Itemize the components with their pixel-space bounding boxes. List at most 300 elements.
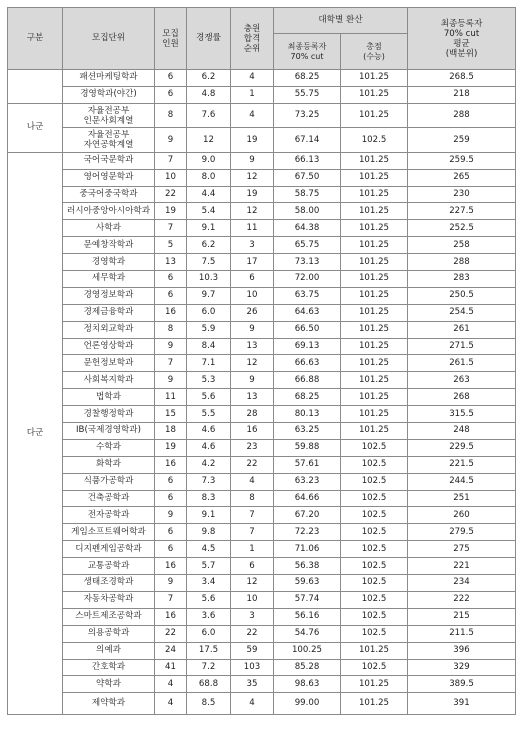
header-final-cut: 최종등록자 70% cut bbox=[274, 34, 341, 70]
final-cut-cell: 56.16 bbox=[274, 608, 341, 625]
total-cell: 101.25 bbox=[341, 169, 408, 186]
final-cut-cell: 59.88 bbox=[274, 439, 341, 456]
rank-cell: 23 bbox=[231, 439, 274, 456]
dept-cell: 게임소프트웨어학과 bbox=[63, 524, 155, 541]
quota-cell: 6 bbox=[155, 271, 187, 288]
dept-cell: 의용공학과 bbox=[63, 625, 155, 642]
quota-cell: 19 bbox=[155, 439, 187, 456]
dept-cell: 러시아중앙아시아학과 bbox=[63, 203, 155, 220]
final-cut-cell: 58.75 bbox=[274, 186, 341, 203]
dept-cell: 약학과 bbox=[63, 676, 155, 693]
ratio-cell: 3.4 bbox=[187, 575, 231, 592]
dept-cell: 자율전공부 인문사회계열 bbox=[63, 103, 155, 128]
quota-cell: 6 bbox=[155, 490, 187, 507]
ratio-cell: 17.5 bbox=[187, 642, 231, 659]
rank-cell: 10 bbox=[231, 591, 274, 608]
rank-cell: 19 bbox=[231, 128, 274, 153]
total-cell: 101.25 bbox=[341, 372, 408, 389]
dept-cell: 패션마케팅학과 bbox=[63, 70, 155, 87]
total-cell: 101.25 bbox=[341, 693, 408, 715]
table-row bbox=[8, 169, 516, 186]
dept-cell: 경영학과 bbox=[63, 254, 155, 271]
rank-cell: 1 bbox=[231, 86, 274, 103]
table-row bbox=[8, 490, 516, 507]
average-cell: 259.5 bbox=[408, 152, 516, 169]
quota-cell: 7 bbox=[155, 220, 187, 237]
average-cell: 263 bbox=[408, 372, 516, 389]
ratio-cell: 10.3 bbox=[187, 271, 231, 288]
average-cell: 279.5 bbox=[408, 524, 516, 541]
average-cell: 261.5 bbox=[408, 355, 516, 372]
final-cut-cell: 72.00 bbox=[274, 271, 341, 288]
rank-cell: 22 bbox=[231, 625, 274, 642]
rank-cell: 26 bbox=[231, 304, 274, 321]
total-cell: 102.5 bbox=[341, 591, 408, 608]
dept-cell: 디지펜게임공학과 bbox=[63, 541, 155, 558]
ratio-cell: 6.0 bbox=[187, 625, 231, 642]
dept-cell: 정치외교학과 bbox=[63, 321, 155, 338]
total-cell: 101.25 bbox=[341, 355, 408, 372]
table-row bbox=[8, 507, 516, 524]
average-cell: 329 bbox=[408, 659, 516, 676]
total-cell: 101.25 bbox=[341, 186, 408, 203]
ratio-cell: 9.8 bbox=[187, 524, 231, 541]
total-cell: 101.25 bbox=[341, 203, 408, 220]
average-cell: 271.5 bbox=[408, 338, 516, 355]
ratio-cell: 9.1 bbox=[187, 507, 231, 524]
rank-cell: 12 bbox=[231, 575, 274, 592]
table-row bbox=[8, 372, 516, 389]
total-cell: 102.5 bbox=[341, 608, 408, 625]
final-cut-cell: 64.38 bbox=[274, 220, 341, 237]
average-cell: 259 bbox=[408, 128, 516, 153]
average-cell: 230 bbox=[408, 186, 516, 203]
ratio-cell: 8.3 bbox=[187, 490, 231, 507]
ratio-cell: 5.6 bbox=[187, 389, 231, 406]
dept-cell: 경영정보학과 bbox=[63, 287, 155, 304]
final-cut-cell: 67.20 bbox=[274, 507, 341, 524]
average-cell: 275 bbox=[408, 541, 516, 558]
ratio-cell: 6.0 bbox=[187, 304, 231, 321]
dept-cell: 경찰행정학과 bbox=[63, 406, 155, 423]
final-cut-cell: 66.13 bbox=[274, 152, 341, 169]
quota-cell: 7 bbox=[155, 355, 187, 372]
table-row bbox=[8, 152, 516, 169]
quota-cell: 6 bbox=[155, 287, 187, 304]
rank-cell: 8 bbox=[231, 490, 274, 507]
rank-cell: 103 bbox=[231, 659, 274, 676]
average-cell: 227.5 bbox=[408, 203, 516, 220]
average-cell: 234 bbox=[408, 575, 516, 592]
ratio-cell: 5.4 bbox=[187, 203, 231, 220]
total-cell: 101.25 bbox=[341, 237, 408, 254]
average-cell: 221.5 bbox=[408, 456, 516, 473]
table-row bbox=[8, 693, 516, 715]
final-cut-cell: 100.25 bbox=[274, 642, 341, 659]
final-cut-cell: 67.50 bbox=[274, 169, 341, 186]
total-cell: 102.5 bbox=[341, 558, 408, 575]
table-row bbox=[8, 287, 516, 304]
ratio-cell: 8.4 bbox=[187, 338, 231, 355]
rank-cell: 3 bbox=[231, 608, 274, 625]
ratio-cell: 4.6 bbox=[187, 423, 231, 440]
average-cell: 315.5 bbox=[408, 406, 516, 423]
dept-cell: 사회복지학과 bbox=[63, 372, 155, 389]
total-cell: 101.25 bbox=[341, 103, 408, 128]
table-row bbox=[8, 625, 516, 642]
total-cell: 101.25 bbox=[341, 389, 408, 406]
table-row bbox=[8, 186, 516, 203]
table-row bbox=[8, 676, 516, 693]
dept-cell: 건축공학과 bbox=[63, 490, 155, 507]
quota-cell: 6 bbox=[155, 473, 187, 490]
total-cell: 102.5 bbox=[341, 507, 408, 524]
ratio-cell: 4.4 bbox=[187, 186, 231, 203]
total-cell: 101.25 bbox=[341, 406, 408, 423]
quota-cell: 4 bbox=[155, 693, 187, 715]
dept-cell: 언론영상학과 bbox=[63, 338, 155, 355]
ratio-cell: 7.6 bbox=[187, 103, 231, 128]
dept-cell: 경영학과(야간) bbox=[63, 86, 155, 103]
total-cell: 101.25 bbox=[341, 271, 408, 288]
dept-cell: 자동차공학과 bbox=[63, 591, 155, 608]
average-cell: 218 bbox=[408, 86, 516, 103]
dept-cell: 전자공학과 bbox=[63, 507, 155, 524]
rank-cell: 9 bbox=[231, 372, 274, 389]
table-row bbox=[8, 355, 516, 372]
average-cell: 389.5 bbox=[408, 676, 516, 693]
dept-cell: 제약학과 bbox=[63, 693, 155, 715]
rank-cell: 1 bbox=[231, 541, 274, 558]
ratio-cell: 9.7 bbox=[187, 287, 231, 304]
final-cut-cell: 66.88 bbox=[274, 372, 341, 389]
table-row bbox=[8, 389, 516, 406]
average-cell: 260 bbox=[408, 507, 516, 524]
quota-cell: 16 bbox=[155, 608, 187, 625]
rank-cell: 13 bbox=[231, 338, 274, 355]
final-cut-cell: 69.13 bbox=[274, 338, 341, 355]
table-row bbox=[8, 70, 516, 87]
quota-cell: 41 bbox=[155, 659, 187, 676]
ratio-cell: 12 bbox=[187, 128, 231, 153]
table-row bbox=[8, 103, 516, 128]
average-cell: 250.5 bbox=[408, 287, 516, 304]
average-cell: 215 bbox=[408, 608, 516, 625]
group-label: 나군 bbox=[8, 103, 63, 152]
average-cell: 268.5 bbox=[408, 70, 516, 87]
quota-cell: 4 bbox=[155, 676, 187, 693]
quota-cell: 22 bbox=[155, 186, 187, 203]
ratio-cell: 5.7 bbox=[187, 558, 231, 575]
total-cell: 101.25 bbox=[341, 254, 408, 271]
quota-cell: 9 bbox=[155, 128, 187, 153]
rank-cell: 7 bbox=[231, 524, 274, 541]
ratio-cell: 4.6 bbox=[187, 439, 231, 456]
total-cell: 101.25 bbox=[341, 70, 408, 87]
average-cell: 211.5 bbox=[408, 625, 516, 642]
total-cell: 102.5 bbox=[341, 575, 408, 592]
total-cell: 102.5 bbox=[341, 128, 408, 153]
average-cell: 248 bbox=[408, 423, 516, 440]
dept-cell: 국어국문학과 bbox=[63, 152, 155, 169]
quota-cell: 22 bbox=[155, 625, 187, 642]
table-row bbox=[8, 473, 516, 490]
quota-cell: 19 bbox=[155, 203, 187, 220]
rank-cell: 22 bbox=[231, 456, 274, 473]
final-cut-cell: 72.23 bbox=[274, 524, 341, 541]
header-group: 구분 bbox=[8, 8, 63, 70]
total-cell: 102.5 bbox=[341, 659, 408, 676]
rank-cell: 3 bbox=[231, 237, 274, 254]
dept-cell: 의예과 bbox=[63, 642, 155, 659]
ratio-cell: 8.0 bbox=[187, 169, 231, 186]
quota-cell: 6 bbox=[155, 86, 187, 103]
table-row bbox=[8, 86, 516, 103]
total-cell: 102.5 bbox=[341, 490, 408, 507]
rank-cell: 9 bbox=[231, 152, 274, 169]
header-quota: 모집 인원 bbox=[155, 8, 187, 70]
dept-cell: 법학과 bbox=[63, 389, 155, 406]
final-cut-cell: 63.23 bbox=[274, 473, 341, 490]
average-cell: 391 bbox=[408, 693, 516, 715]
quota-cell: 16 bbox=[155, 456, 187, 473]
table-row bbox=[8, 423, 516, 440]
dept-cell: 간호학과 bbox=[63, 659, 155, 676]
rank-cell: 28 bbox=[231, 406, 274, 423]
final-cut-cell: 54.76 bbox=[274, 625, 341, 642]
table-row bbox=[8, 524, 516, 541]
final-cut-cell: 66.50 bbox=[274, 321, 341, 338]
rank-cell: 35 bbox=[231, 676, 274, 693]
quota-cell: 11 bbox=[155, 389, 187, 406]
total-cell: 101.25 bbox=[341, 321, 408, 338]
average-cell: 251 bbox=[408, 490, 516, 507]
ratio-cell: 6.2 bbox=[187, 237, 231, 254]
header-dept: 모집단위 bbox=[63, 8, 155, 70]
table-row bbox=[8, 220, 516, 237]
rank-cell: 10 bbox=[231, 287, 274, 304]
ratio-cell: 8.5 bbox=[187, 693, 231, 715]
quota-cell: 8 bbox=[155, 321, 187, 338]
rank-cell: 4 bbox=[231, 103, 274, 128]
rank-cell: 12 bbox=[231, 203, 274, 220]
rank-cell: 4 bbox=[231, 693, 274, 715]
rank-cell: 6 bbox=[231, 271, 274, 288]
rank-cell: 6 bbox=[231, 558, 274, 575]
quota-cell: 7 bbox=[155, 152, 187, 169]
final-cut-cell: 68.25 bbox=[274, 389, 341, 406]
final-cut-cell: 66.63 bbox=[274, 355, 341, 372]
average-cell: 265 bbox=[408, 169, 516, 186]
header-average: 최종등록자 70% cut 평균 (백분위) bbox=[408, 8, 516, 70]
table-row bbox=[8, 203, 516, 220]
rank-cell: 17 bbox=[231, 254, 274, 271]
average-cell: 396 bbox=[408, 642, 516, 659]
table-row bbox=[8, 128, 516, 153]
quota-cell: 5 bbox=[155, 237, 187, 254]
dept-cell: 수학과 bbox=[63, 439, 155, 456]
header-rank: 충원 합격 순위 bbox=[231, 8, 274, 70]
final-cut-cell: 80.13 bbox=[274, 406, 341, 423]
quota-cell: 7 bbox=[155, 591, 187, 608]
header-ratio: 경쟁률 bbox=[187, 8, 231, 70]
quota-cell: 6 bbox=[155, 70, 187, 87]
table-row bbox=[8, 321, 516, 338]
final-cut-cell: 64.63 bbox=[274, 304, 341, 321]
ratio-cell: 5.3 bbox=[187, 372, 231, 389]
dept-cell: 교통공학과 bbox=[63, 558, 155, 575]
quota-cell: 8 bbox=[155, 103, 187, 128]
average-cell: 222 bbox=[408, 591, 516, 608]
total-cell: 101.25 bbox=[341, 220, 408, 237]
total-cell: 101.25 bbox=[341, 304, 408, 321]
final-cut-cell: 58.00 bbox=[274, 203, 341, 220]
dept-cell: 경제금융학과 bbox=[63, 304, 155, 321]
group-label bbox=[8, 70, 63, 104]
table-row bbox=[8, 659, 516, 676]
table-row bbox=[8, 558, 516, 575]
dept-cell: 중국어중국학과 bbox=[63, 186, 155, 203]
total-cell: 101.25 bbox=[341, 642, 408, 659]
ratio-cell: 68.8 bbox=[187, 676, 231, 693]
average-cell: 221 bbox=[408, 558, 516, 575]
total-cell: 102.5 bbox=[341, 524, 408, 541]
quota-cell: 9 bbox=[155, 372, 187, 389]
rank-cell: 12 bbox=[231, 169, 274, 186]
table-row bbox=[8, 254, 516, 271]
final-cut-cell: 67.14 bbox=[274, 128, 341, 153]
ratio-cell: 7.1 bbox=[187, 355, 231, 372]
rank-cell: 19 bbox=[231, 186, 274, 203]
rank-cell: 13 bbox=[231, 389, 274, 406]
ratio-cell: 5.5 bbox=[187, 406, 231, 423]
rank-cell: 11 bbox=[231, 220, 274, 237]
table-row bbox=[8, 608, 516, 625]
final-cut-cell: 68.25 bbox=[274, 70, 341, 87]
total-cell: 102.5 bbox=[341, 625, 408, 642]
average-cell: 229.5 bbox=[408, 439, 516, 456]
table-row bbox=[8, 541, 516, 558]
quota-cell: 6 bbox=[155, 524, 187, 541]
total-cell: 101.25 bbox=[341, 676, 408, 693]
final-cut-cell: 73.25 bbox=[274, 103, 341, 128]
average-cell: 268 bbox=[408, 389, 516, 406]
final-cut-cell: 56.38 bbox=[274, 558, 341, 575]
ratio-cell: 3.6 bbox=[187, 608, 231, 625]
final-cut-cell: 55.75 bbox=[274, 86, 341, 103]
final-cut-cell: 57.74 bbox=[274, 591, 341, 608]
total-cell: 102.5 bbox=[341, 456, 408, 473]
total-cell: 101.25 bbox=[341, 338, 408, 355]
table-row bbox=[8, 456, 516, 473]
dept-cell: 세무학과 bbox=[63, 271, 155, 288]
ratio-cell: 6.2 bbox=[187, 70, 231, 87]
total-cell: 101.25 bbox=[341, 86, 408, 103]
ratio-cell: 7.2 bbox=[187, 659, 231, 676]
quota-cell: 9 bbox=[155, 507, 187, 524]
average-cell: 252.5 bbox=[408, 220, 516, 237]
table-row bbox=[8, 439, 516, 456]
ratio-cell: 9.1 bbox=[187, 220, 231, 237]
ratio-cell: 9.0 bbox=[187, 152, 231, 169]
rank-cell: 4 bbox=[231, 70, 274, 87]
rank-cell: 4 bbox=[231, 473, 274, 490]
table-row bbox=[8, 406, 516, 423]
quota-cell: 18 bbox=[155, 423, 187, 440]
dept-cell: IB(국제경영학과) bbox=[63, 423, 155, 440]
final-cut-cell: 63.25 bbox=[274, 423, 341, 440]
quota-cell: 16 bbox=[155, 304, 187, 321]
rank-cell: 7 bbox=[231, 507, 274, 524]
ratio-cell: 4.5 bbox=[187, 541, 231, 558]
table-row bbox=[8, 237, 516, 254]
dept-cell: 영어영문학과 bbox=[63, 169, 155, 186]
rank-cell: 9 bbox=[231, 321, 274, 338]
quota-cell: 24 bbox=[155, 642, 187, 659]
final-cut-cell: 64.66 bbox=[274, 490, 341, 507]
total-cell: 101.25 bbox=[341, 152, 408, 169]
table-row bbox=[8, 271, 516, 288]
final-cut-cell: 73.13 bbox=[274, 254, 341, 271]
final-cut-cell: 63.75 bbox=[274, 287, 341, 304]
final-cut-cell: 65.75 bbox=[274, 237, 341, 254]
rank-cell: 59 bbox=[231, 642, 274, 659]
quota-cell: 16 bbox=[155, 558, 187, 575]
average-cell: 288 bbox=[408, 103, 516, 128]
header-total: 총점 (수능) bbox=[341, 34, 408, 70]
average-cell: 283 bbox=[408, 271, 516, 288]
dept-cell: 생태조경학과 bbox=[63, 575, 155, 592]
dept-cell: 식품가공학과 bbox=[63, 473, 155, 490]
average-cell: 244.5 bbox=[408, 473, 516, 490]
total-cell: 102.5 bbox=[341, 473, 408, 490]
average-cell: 254.5 bbox=[408, 304, 516, 321]
average-cell: 258 bbox=[408, 237, 516, 254]
average-cell: 261 bbox=[408, 321, 516, 338]
dept-cell: 사학과 bbox=[63, 220, 155, 237]
header-conversion: 대학별 환산 bbox=[274, 8, 408, 34]
admission-table bbox=[7, 7, 516, 715]
final-cut-cell: 99.00 bbox=[274, 693, 341, 715]
table-row bbox=[8, 575, 516, 592]
final-cut-cell: 98.63 bbox=[274, 676, 341, 693]
quota-cell: 6 bbox=[155, 541, 187, 558]
total-cell: 101.25 bbox=[341, 423, 408, 440]
ratio-cell: 5.9 bbox=[187, 321, 231, 338]
quota-cell: 10 bbox=[155, 169, 187, 186]
dept-cell: 자율전공부 자연공학계열 bbox=[63, 128, 155, 153]
table-row bbox=[8, 642, 516, 659]
total-cell: 102.5 bbox=[341, 439, 408, 456]
dept-cell: 문예창작학과 bbox=[63, 237, 155, 254]
total-cell: 101.25 bbox=[341, 287, 408, 304]
rank-cell: 16 bbox=[231, 423, 274, 440]
dept-cell: 화학과 bbox=[63, 456, 155, 473]
rank-cell: 12 bbox=[231, 355, 274, 372]
table-body bbox=[8, 70, 516, 715]
quota-cell: 15 bbox=[155, 406, 187, 423]
final-cut-cell: 71.06 bbox=[274, 541, 341, 558]
table-row bbox=[8, 338, 516, 355]
dept-cell: 스마트제조공학과 bbox=[63, 608, 155, 625]
average-cell: 288 bbox=[408, 254, 516, 271]
group-label: 다군 bbox=[8, 152, 63, 715]
dept-cell: 문헌정보학과 bbox=[63, 355, 155, 372]
total-cell: 102.5 bbox=[341, 541, 408, 558]
ratio-cell: 7.5 bbox=[187, 254, 231, 271]
quota-cell: 13 bbox=[155, 254, 187, 271]
table-row bbox=[8, 304, 516, 321]
